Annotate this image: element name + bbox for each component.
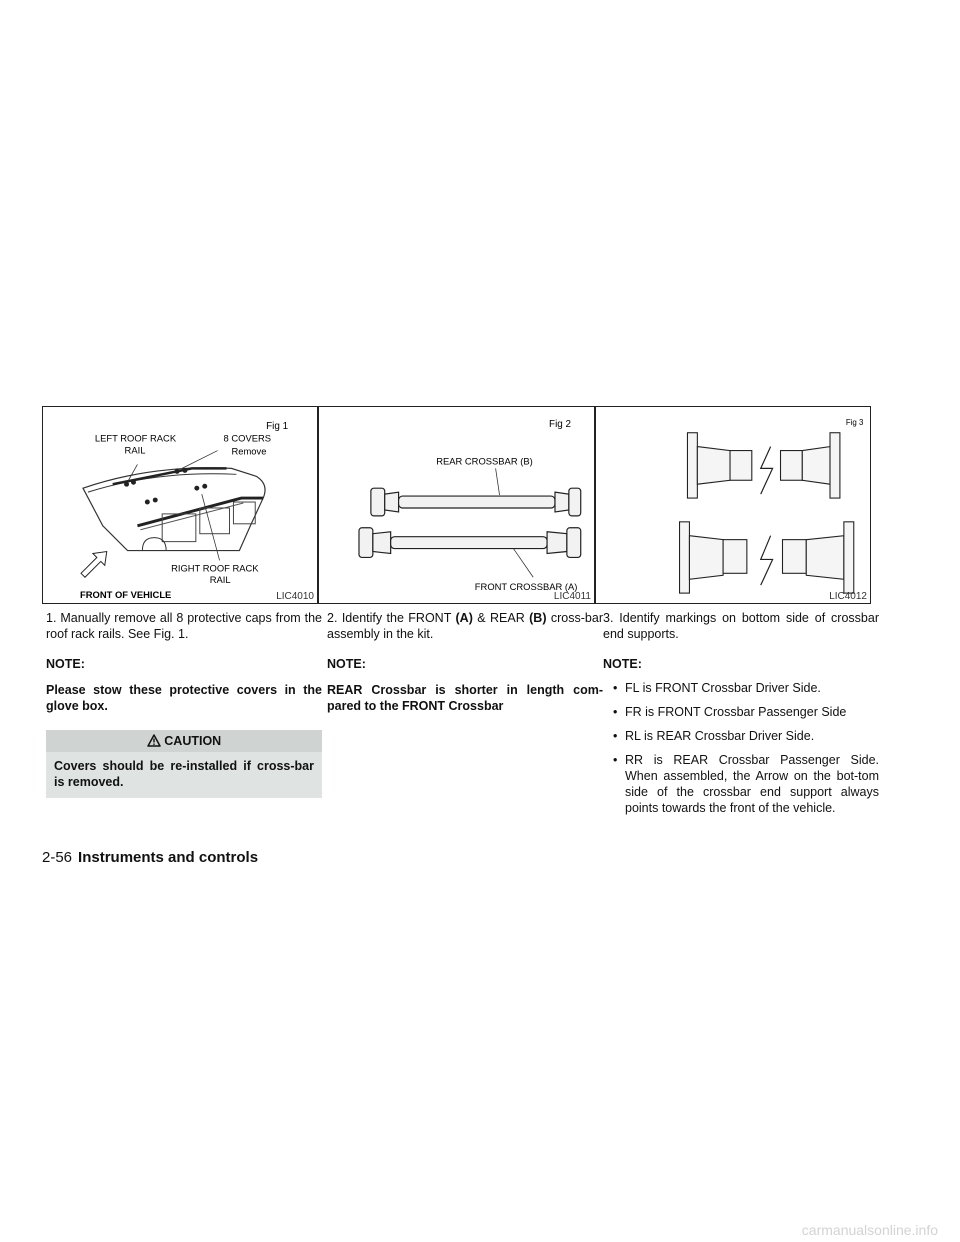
crossbar-illustration <box>319 407 594 603</box>
fig1-right-rail-line2: RAIL <box>209 574 231 586</box>
fig3-label: Fig 3 <box>845 417 864 427</box>
caution-box <box>46 730 322 798</box>
marking-list <box>603 680 879 816</box>
figure-code: LIC4010 <box>276 591 314 602</box>
section-title: Instruments and controls <box>78 849 259 866</box>
page-footer <box>42 849 258 866</box>
fig2-label: Fig 2 <box>549 418 572 430</box>
rear-crossbar <box>371 488 581 516</box>
end-support-illustration <box>596 407 870 603</box>
list-item: • FR is FRONT Crossbar Passenger Side <box>613 705 847 719</box>
list-item: • RL is REAR Crossbar Driver Side. <box>613 729 815 743</box>
column-3 <box>603 610 879 824</box>
warning-icon <box>147 734 161 747</box>
note-heading: NOTE: <box>327 657 366 671</box>
figure-code: LIC4012 <box>829 591 867 602</box>
caution-header <box>46 730 322 752</box>
step-1-text: 1. Manually remove all 8 protective caps from the roof rack rails. See Fig. 1. <box>46 611 322 641</box>
fig1-covers-line1: 8 COVERS <box>223 432 272 444</box>
page-number: 2-56 <box>42 849 73 866</box>
column-1 <box>46 610 322 798</box>
fig1-label: Fig 1 <box>266 420 289 432</box>
note-text: REAR Crossbar is shorter in length com-pared to the FRONT Crossbar <box>327 683 603 713</box>
caution-title: CAUTION <box>164 734 222 748</box>
fig1-left-rail-line1: LEFT ROOF RACK <box>94 432 177 444</box>
column-2 <box>327 610 603 714</box>
fig1-left-rail-line2: RAIL <box>124 444 146 456</box>
note-heading: NOTE: <box>46 657 85 671</box>
roof-rack-illustration <box>43 407 317 603</box>
note-heading: NOTE: <box>603 657 642 671</box>
fig1-front-label: FRONT OF VEHICLE <box>80 589 172 601</box>
list-item: • RR is REAR Crossbar Passenger Side. When assembled, the Arrow on the bot-tom side of the crossbar end support always points towards the front of the vehicle. <box>613 753 879 815</box>
step-2-text: 2. Identify the FRONT (A) & REAR (B) cross-bar assembly in the kit. <box>327 611 603 641</box>
list-item: • FL is FRONT Crossbar Driver Side. <box>613 681 821 695</box>
caution-text: Covers should be re-installed if cross-bar is removed. <box>54 759 314 789</box>
end-support-bottom <box>680 522 854 593</box>
note-text: Please stow these protective covers in the glove box. <box>46 683 322 713</box>
fig1-right-rail-line1: RIGHT ROOF RACK <box>171 562 259 574</box>
fig1-covers-line2: Remove <box>231 445 267 457</box>
figure-1 <box>42 406 318 604</box>
figure-3 <box>595 406 871 604</box>
step-3-text: 3. Identify markings on bottom side of crossbar end supports. <box>603 611 879 641</box>
fig2-rear-label: REAR CROSSBAR (B) <box>436 455 533 467</box>
figure-code: LIC4011 <box>553 591 591 602</box>
front-crossbar <box>359 528 581 558</box>
watermark: carmanualsonline.info <box>801 1222 938 1238</box>
fig2-front-label: FRONT CROSSBAR (A) <box>474 581 578 593</box>
figure-2 <box>318 406 595 604</box>
